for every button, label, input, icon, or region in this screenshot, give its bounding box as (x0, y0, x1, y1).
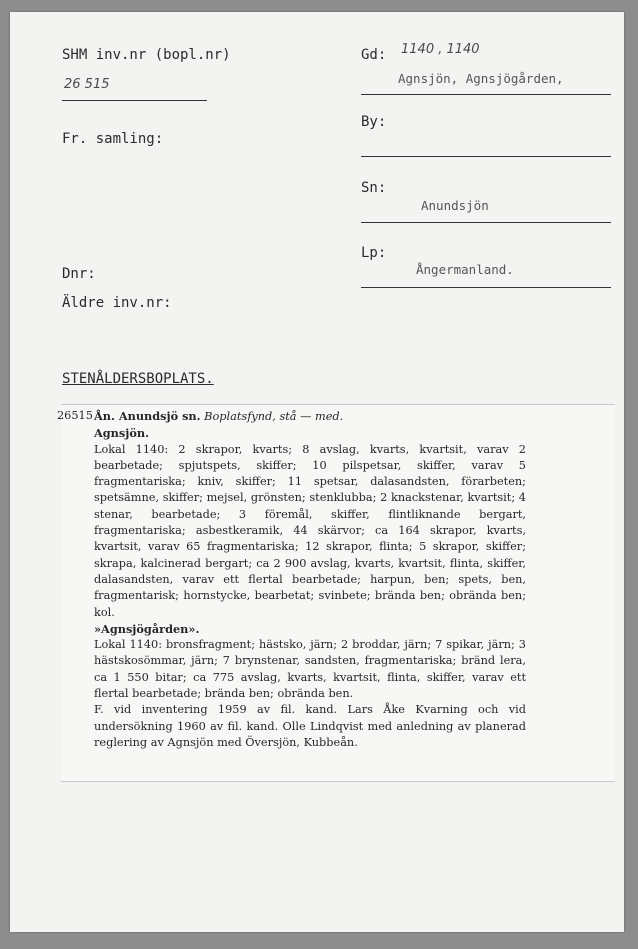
sn-rule (361, 222, 611, 223)
inventory-note: F. vid inventering 1959 av fil. kand. Lars Åke Kvarning och vid undersökning 1960 av fil. kand. Olle Lindqvist med anledning av planerad reglering av Agnsjön med Översjön, Kubbeån. (94, 703, 526, 749)
site-agnsjon-text: Lokal 1140: 2 skrapor, kvarts; 8 avslag, kvarts, kvartsit, varav 2 bearbetade; spjutspets, skiffer; 10 pilspetsar, skiffer, varav 5 fragmentariska; kniv, skiffer; 11 spetsar, dalasandsten, förarbeten; spetsämne, skiffer; mejsel, grönsten; stenklubba; 2 knackstenar, kvartsit; 4 stenar, bearbetade; 3 föremål, skiffer, flintliknande bergart, fragmentariska; asbestkeramik, 44 skärvor; ca 164 skrapor, kvarts, kvartsit, varav 65 fragmentariska; 12 skrapor, flinta; 5 skrapor, skiffer; skrapa, kalcinerad bergart; ca 2 900 avslag, kvarts, kvartsit, flinta, skiffer, dalasandsten, varav ett flertal bearbetade; harpun, ben; spets, ben, fragmentarisk; hornstycke, bearbetat; svinbete; brända ben; obrända ben; kol. (94, 442, 526, 619)
inv-label: SHM inv.nr (bopl.nr) (62, 47, 231, 63)
clipping-number: 26515 (57, 409, 93, 422)
fr-samling-label: Fr. samling: (62, 131, 164, 147)
by-rule (361, 156, 611, 157)
boplats-heading: STENÅLDERSBOPLATS. (62, 371, 214, 387)
gd-value: Agnsjön, Agnsjögården, (398, 71, 564, 86)
sn-label: Sn: (361, 180, 387, 196)
gd-rule (361, 94, 611, 95)
lp-rule (361, 287, 611, 288)
inv-number: 26 515 (64, 77, 110, 92)
by-label: By: (361, 114, 387, 130)
dnr-label: Dnr: (62, 266, 96, 282)
clipping-head-italic: Boplatsfynd, stå — med. (204, 410, 344, 423)
lp-value: Ångermanland. (416, 262, 514, 277)
site-agnsjogarden-text: Lokal 1140: bronsfragment; hästsko, järn; 2 broddar, järn; 7 spikar, järn; 3 hästskosömmar, järn; 7 brynstenar, sandsten, fragmentariska; bränd lera, ca 1 550 bitar; ca 775 avslag, kvarts, kvartsit, flinta, skiffer, varav ett flertal bearbetade; brända ben; obrända ben. (94, 638, 526, 701)
inv-rule (62, 100, 207, 101)
clipping-head (94, 408, 526, 425)
site-agnsjogarden-title: »Agnsjögården». (94, 621, 200, 636)
gd-numbers: 1140 , 1140 (401, 42, 480, 57)
clipping-body (94, 408, 526, 751)
clipping-head-bold: Ån. Anundsjö sn. (94, 409, 201, 423)
site-agnsjon-title: Agnsjön. (94, 426, 150, 441)
lp-label: Lp: (361, 245, 387, 261)
aldre-inv-label: Äldre inv.nr: (62, 295, 172, 311)
sn-value: Anundsjön (421, 198, 489, 213)
gd-label: Gd: (361, 47, 387, 63)
